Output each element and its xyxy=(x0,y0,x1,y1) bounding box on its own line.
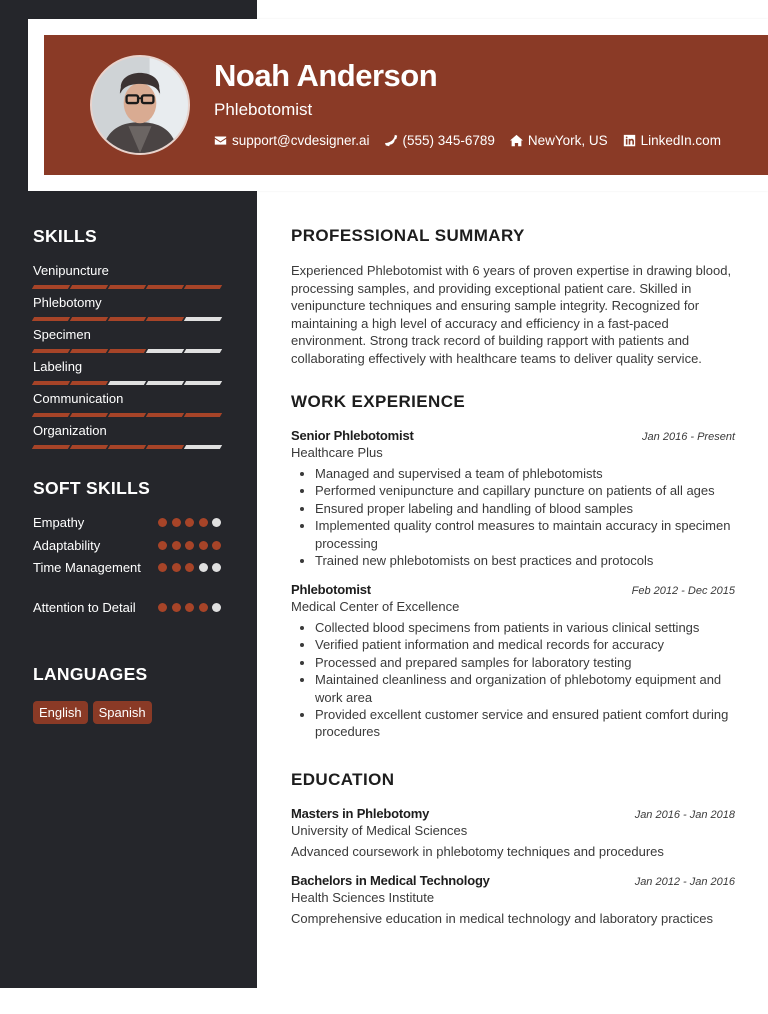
bullet-item: • Ensured proper labeling and handling of blood samples xyxy=(315,500,735,517)
contact-list xyxy=(214,133,721,148)
soft-skill-label: Time Management xyxy=(33,560,141,575)
contact-location xyxy=(510,133,608,148)
skill-item xyxy=(33,262,223,289)
soft-skill-rating xyxy=(158,563,221,572)
education-entry xyxy=(291,873,735,926)
bullet-item: • Managed and supervised a team of phlebotomists xyxy=(315,465,735,482)
language-list xyxy=(33,701,152,724)
skill-label: Labeling xyxy=(33,359,83,374)
soft-skill-item xyxy=(33,599,225,617)
soft-skill-label: Adaptability xyxy=(33,538,101,553)
institution: University of Medical Sciences xyxy=(291,823,468,838)
skill-item xyxy=(33,294,223,321)
skill-label: Organization xyxy=(33,423,107,438)
experience-entry xyxy=(291,428,735,569)
job-bullets xyxy=(291,465,735,569)
skill-item xyxy=(33,326,223,353)
education-dates: Jan 2012 - Jan 2016 xyxy=(634,876,735,888)
language-tag: English xyxy=(33,701,88,724)
contact-email-text: support@cvdesigner.ai xyxy=(232,133,370,148)
bullet-item: • Provided excellent customer service and ensured patient comfort during procedures xyxy=(315,706,735,741)
languages-heading: LANGUAGES xyxy=(33,664,148,684)
degree: Bachelors in Medical Technology xyxy=(291,873,490,888)
contact-phone[interactable] xyxy=(385,133,495,148)
degree: Masters in Phlebotomy xyxy=(291,806,430,821)
soft-skill-item xyxy=(33,559,225,577)
contact-linkedin[interactable] xyxy=(623,133,721,148)
contact-location-text: NewYork, US xyxy=(527,133,608,148)
employer: Medical Center of Excellence xyxy=(291,599,460,614)
linkedin-icon xyxy=(623,134,636,147)
skill-level-bar xyxy=(33,349,223,353)
bullet-item: • Collected blood specimens from patients in various clinical settings xyxy=(315,619,735,636)
summary-text: Experienced Phlebotomist with 6 years of proven expertise in drawing blood, processing samples, and providing exceptional patient care. Skilled in venipuncture techniques and ensuring sample integrity. Recognized for maintaining a high level of accuracy and efficiency in a fast-paced environment. Strong track record of building rapport with patients and collaborating effectively with healthcare teams to deliver quality service. xyxy=(291,263,732,366)
envelope-icon xyxy=(214,134,227,147)
soft-skill-item xyxy=(33,537,225,555)
job-title: Phlebotomist xyxy=(214,100,313,119)
skill-label: Venipuncture xyxy=(33,263,109,278)
education-dates: Jan 2016 - Jan 2018 xyxy=(634,809,735,821)
education-heading: EDUCATION xyxy=(291,770,395,789)
job-position: Phlebotomist xyxy=(291,582,371,597)
skill-item xyxy=(33,422,223,449)
profile-photo xyxy=(92,57,188,153)
job-dates: Feb 2012 - Dec 2015 xyxy=(631,585,735,597)
bullet-item: • Processed and prepared samples for laboratory testing xyxy=(315,654,735,671)
job-bullets xyxy=(291,619,735,741)
language-tag: Spanish xyxy=(93,701,152,724)
soft-skill-label: Attention to Detail xyxy=(33,600,136,615)
education-description: Comprehensive education in medical technology and laboratory practices xyxy=(291,911,714,926)
candidate-name: Noah Anderson xyxy=(214,58,438,93)
bullet-item: • Performed venipuncture and capillary puncture on patients of all ages xyxy=(315,482,735,499)
skill-item xyxy=(33,358,223,385)
education-entry xyxy=(291,806,735,859)
bullet-item: • Trained new phlebotomists on best practices and protocols xyxy=(315,552,735,569)
skills-heading: SKILLS xyxy=(33,226,98,246)
bullet-item: • Verified patient information and medical records for accuracy xyxy=(315,636,735,653)
experience-entry xyxy=(291,582,735,741)
skill-level-bar xyxy=(33,317,223,321)
skill-label: Communication xyxy=(33,391,124,406)
soft-skill-item xyxy=(33,514,225,532)
skill-label: Specimen xyxy=(33,327,91,342)
skill-label: Phlebotomy xyxy=(33,295,102,310)
employer: Healthcare Plus xyxy=(291,445,383,460)
contact-email[interactable] xyxy=(214,133,370,148)
contact-phone-text: (555) 345-6789 xyxy=(402,133,495,148)
education-description: Advanced coursework in phlebotomy techniques and procedures xyxy=(291,844,664,859)
bullet-item: • Maintained cleanliness and organization of phlebotomy equipment and work area xyxy=(315,671,735,706)
experience-heading: WORK EXPERIENCE xyxy=(291,392,466,411)
soft-skill-rating xyxy=(158,541,221,550)
skill-level-bar xyxy=(33,445,223,449)
phone-icon xyxy=(385,134,398,147)
soft-skill-label: Empathy xyxy=(33,515,85,530)
skill-level-bar xyxy=(33,413,223,417)
avatar xyxy=(90,55,190,155)
summary-heading: PROFESSIONAL SUMMARY xyxy=(291,226,525,245)
skill-item xyxy=(33,390,223,417)
soft-skill-rating xyxy=(158,518,221,527)
soft-skill-rating xyxy=(158,603,221,612)
contact-linkedin-text: LinkedIn.com xyxy=(640,133,721,148)
job-dates: Jan 2016 - Present xyxy=(642,431,735,443)
job-position: Senior Phlebotomist xyxy=(291,428,414,443)
soft-skills-heading: SOFT SKILLS xyxy=(33,478,151,498)
home-icon xyxy=(510,134,523,147)
bullet-item: • Implemented quality control measures to maintain accuracy in specimen processing xyxy=(315,517,735,552)
skill-level-bar xyxy=(33,381,223,385)
institution: Health Sciences Institute xyxy=(291,890,435,905)
skill-level-bar xyxy=(33,285,223,289)
